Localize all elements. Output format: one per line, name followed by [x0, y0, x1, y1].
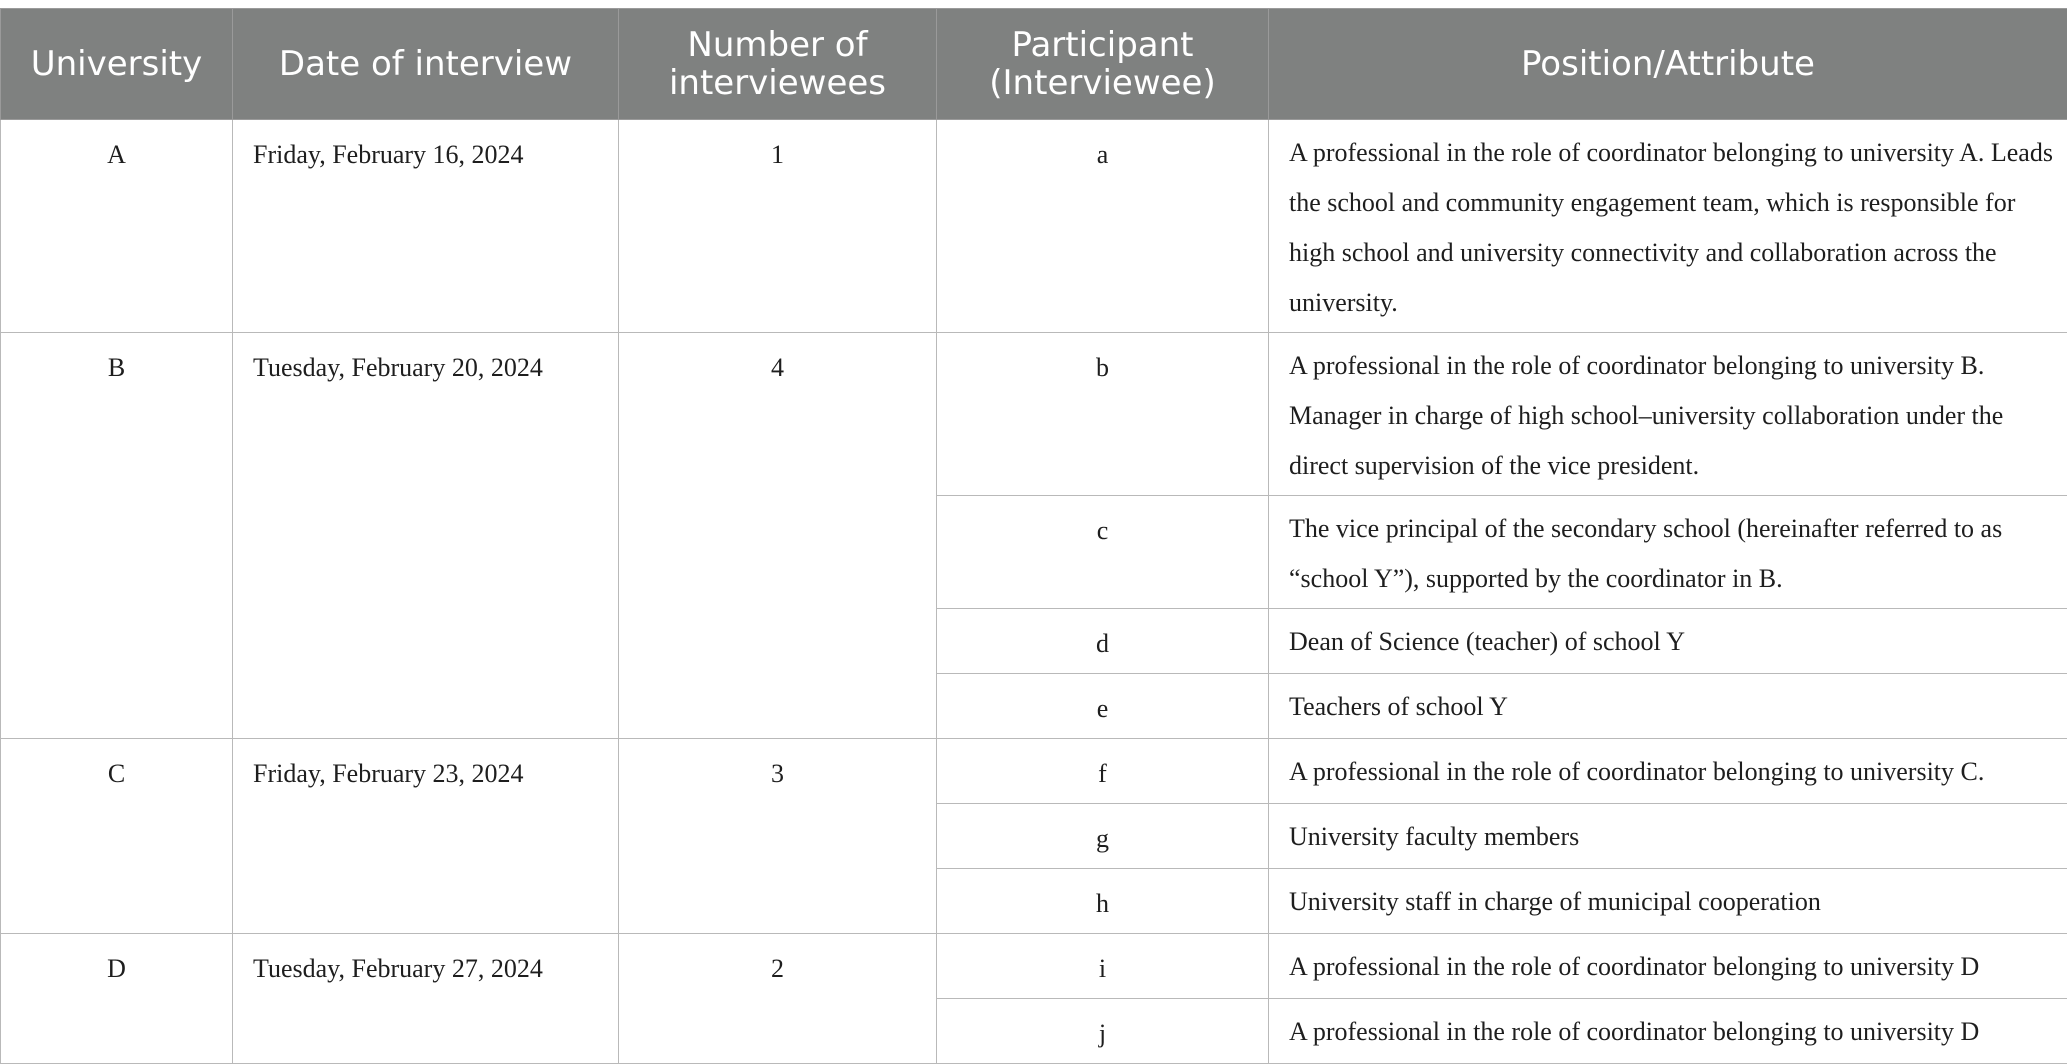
cell-date: Tuesday, February 20, 2024	[233, 333, 619, 739]
header-position: Position/Attribute	[1269, 9, 2067, 120]
cell-date: Tuesday, February 27, 2024	[233, 934, 619, 1064]
table-body	[1, 120, 2067, 1064]
header-participant	[937, 9, 1269, 120]
header-university: University	[1, 9, 233, 120]
header-count	[619, 9, 937, 120]
cell-university: C	[1, 739, 233, 934]
interview-table	[0, 8, 2067, 1064]
cell-count: 2	[619, 934, 937, 1064]
cell-position: A professional in the role of coordinator belonging to university C.	[1269, 739, 2067, 804]
cell-participant: f	[937, 739, 1269, 804]
cell-position: The vice principal of the secondary school (hereinafter referred to as “school Y”), supported by the coordinator in B.	[1269, 496, 2067, 609]
cell-position: A professional in the role of coordinator belonging to university D	[1269, 934, 2067, 999]
cell-count: 4	[619, 333, 937, 739]
cell-participant: a	[937, 120, 1269, 333]
cell-participant: h	[937, 869, 1269, 934]
cell-university: D	[1, 934, 233, 1064]
cell-participant: c	[937, 496, 1269, 609]
table-row	[1, 934, 2067, 999]
header-date: Date of interview	[233, 9, 619, 120]
cell-count: 1	[619, 120, 937, 333]
table-container	[0, 8, 2067, 1064]
header-participant-text: Participant (Interviewee)	[989, 25, 1215, 103]
cell-position: Teachers of school Y	[1269, 674, 2067, 739]
cell-position: University staff in charge of municipal cooperation	[1269, 869, 2067, 934]
cell-position: A professional in the role of coordinator belonging to university D	[1269, 999, 2067, 1064]
header-count-text: Number of interviewees	[669, 25, 886, 103]
cell-university: A	[1, 120, 233, 333]
cell-participant: e	[937, 674, 1269, 739]
cell-position: Dean of Science (teacher) of school Y	[1269, 609, 2067, 674]
cell-date: Friday, February 16, 2024	[233, 120, 619, 333]
cell-position: A professional in the role of coordinator belonging to university B. Manager in charge of high school–university collaboration under the direct supervision of the vice president.	[1269, 333, 2067, 496]
cell-participant: i	[937, 934, 1269, 999]
cell-position: University faculty members	[1269, 804, 2067, 869]
cell-university: B	[1, 333, 233, 739]
table-row	[1, 120, 2067, 333]
cell-participant: j	[937, 999, 1269, 1064]
header-row	[1, 9, 2067, 120]
cell-participant: d	[937, 609, 1269, 674]
table-row	[1, 739, 2067, 804]
cell-count: 3	[619, 739, 937, 934]
cell-participant: g	[937, 804, 1269, 869]
cell-date: Friday, February 23, 2024	[233, 739, 619, 934]
cell-position: A professional in the role of coordinator belonging to university A. Leads the school and community engagement team, which is responsible for high school and university connectivity and collaboration across the university.	[1269, 120, 2067, 333]
cell-participant: b	[937, 333, 1269, 496]
table-row	[1, 333, 2067, 496]
